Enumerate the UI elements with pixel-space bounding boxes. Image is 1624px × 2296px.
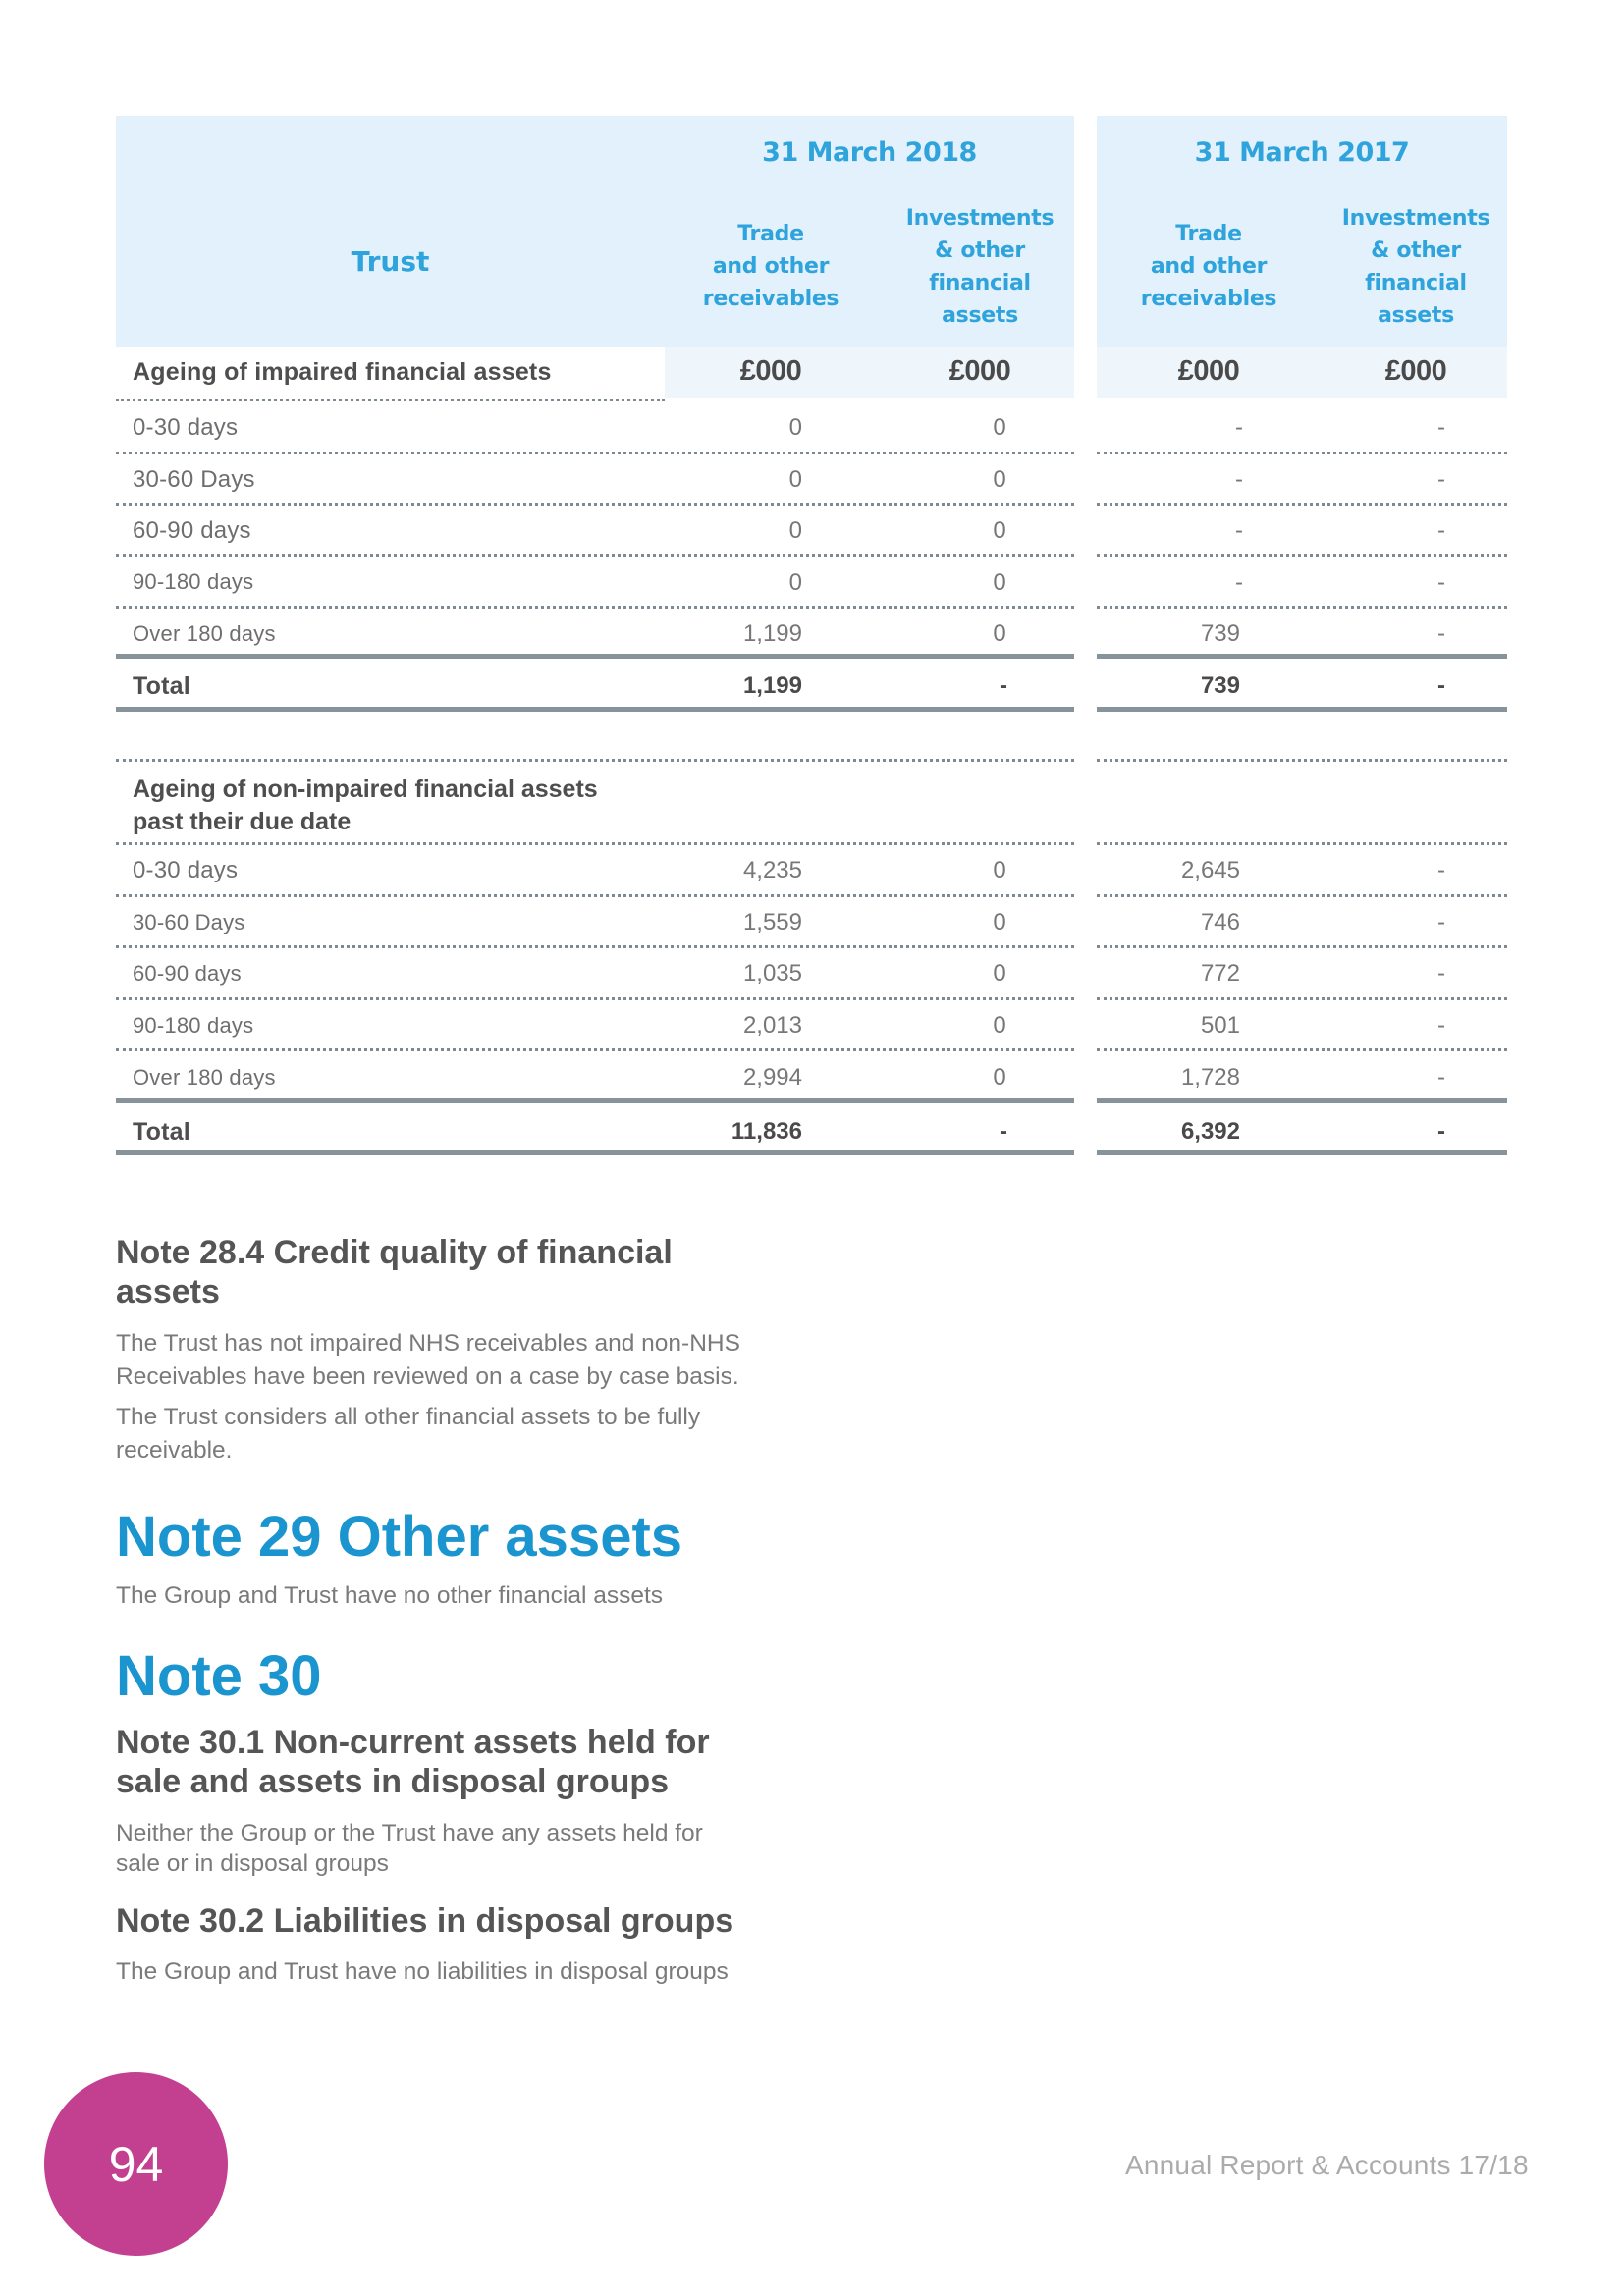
unit-trade-2018: £000: [739, 355, 802, 387]
total-trade-2018: 11,836: [731, 1118, 802, 1145]
total-investments-2018: -: [1000, 1118, 1007, 1145]
cell-trade-2017: -: [1235, 414, 1243, 441]
section-title-line: past their due date: [133, 808, 352, 835]
row-divider: [116, 554, 1074, 557]
total-rule: [116, 654, 1074, 659]
paragraph-line: The Trust has not impaired NHS receivables and non-NHS: [116, 1330, 740, 1357]
cell-investments-2018: 0: [993, 960, 1006, 987]
col-header-line: assets: [942, 303, 1018, 328]
note-heading: Note 30.2 Liabilities in disposal groups: [116, 1902, 734, 1940]
entity-label: Trust: [351, 245, 430, 278]
total-rule: [1097, 1150, 1507, 1155]
row-divider: [1097, 997, 1507, 1000]
total-rule: [116, 1098, 1074, 1103]
cell-trade-2018: 1,559: [742, 909, 802, 935]
cell-investments-2017: -: [1437, 517, 1445, 544]
cell-investments-2017: -: [1437, 857, 1445, 883]
page-number: 94: [108, 2136, 164, 2192]
row-divider: [1097, 759, 1507, 762]
cell-investments-2018: 0: [993, 1064, 1006, 1091]
row-label: 60-90 days: [133, 961, 242, 986]
cell-trade-2017: 1,728: [1180, 1064, 1240, 1091]
row-divider: [116, 842, 1074, 845]
cell-investments-2018: 0: [993, 517, 1006, 544]
col-header-line: Investments: [905, 206, 1055, 231]
paragraph-line: The Trust considers all other financial assets to be fully: [116, 1404, 701, 1430]
unit-investments-2017: £000: [1384, 355, 1447, 387]
row-divider: [1097, 606, 1507, 609]
total-trade-2017: 6,392: [1180, 1118, 1240, 1145]
col-header-line: Investments: [1341, 206, 1490, 231]
col-header-trade-2017: [1125, 218, 1292, 315]
paragraph-line: Neither the Group or the Trust have any assets held for: [116, 1820, 703, 1846]
cell-trade-2018: 1,199: [742, 620, 802, 647]
total-trade-2017: 739: [1200, 672, 1240, 699]
cell-trade-2018: 2,013: [742, 1012, 802, 1039]
cell-investments-2017: -: [1437, 466, 1445, 493]
row-divider: [116, 1048, 1074, 1051]
cell-investments-2017: -: [1437, 1064, 1445, 1091]
cell-investments-2017: -: [1437, 414, 1445, 441]
cell-investments-2018: 0: [993, 1012, 1006, 1039]
cell-investments-2018: 0: [993, 909, 1006, 935]
row-divider: [116, 894, 1074, 897]
cell-investments-2017: -: [1437, 569, 1445, 596]
header-band-label: [116, 116, 665, 347]
cell-investments-2017: -: [1437, 909, 1445, 935]
paragraph-line: sale or in disposal groups: [116, 1850, 389, 1877]
row-label: 90-180 days: [133, 1013, 254, 1038]
cell-investments-2018: 0: [993, 620, 1006, 647]
total-rule: [116, 707, 1074, 712]
cell-trade-2017: -: [1235, 569, 1243, 596]
cell-investments-2018: 0: [993, 466, 1006, 493]
unit-trade-2017: £000: [1177, 355, 1240, 387]
total-investments-2017: -: [1437, 672, 1445, 699]
total-rule: [116, 1150, 1074, 1155]
total-rule: [1097, 707, 1507, 712]
publication-title: Annual Report & Accounts 17/18: [1125, 2150, 1529, 2180]
col-header-line: and other: [1150, 254, 1268, 279]
col-header-trade-2018: [687, 218, 854, 315]
note-paragraph: The Group and Trust have no other financial assets: [116, 1582, 664, 1609]
row-label: Over 180 days: [133, 1065, 276, 1090]
cell-trade-2017: 501: [1200, 1012, 1240, 1039]
cell-trade-2018: 0: [788, 414, 802, 441]
row-divider: [1097, 452, 1507, 454]
row-divider: [116, 399, 665, 401]
note-paragraph: [116, 1818, 823, 1879]
note-heading-line: sale and assets in disposal groups: [116, 1763, 670, 1800]
row-divider: [116, 452, 1074, 454]
note-main-heading: Note 29 Other assets: [116, 1505, 683, 1569]
col-header-investments-2018: [892, 202, 1068, 332]
row-divider: [116, 759, 1074, 762]
col-header-line: receivables: [1140, 287, 1277, 311]
section-title-line: Ageing of non-impaired financial assets: [133, 775, 598, 803]
col-header-line: financial: [929, 271, 1031, 295]
cell-trade-2018: 0: [788, 517, 802, 544]
col-header-line: & other: [1371, 239, 1461, 263]
row-label: 0-30 days: [133, 857, 239, 883]
col-header-line: financial: [1365, 271, 1467, 295]
cell-trade-2017: 2,645: [1180, 857, 1240, 883]
note-main-heading: Note 30: [116, 1644, 322, 1708]
row-divider: [1097, 503, 1507, 506]
note-heading-line: assets: [116, 1273, 220, 1310]
row-label: 30-60 Days: [133, 910, 245, 934]
row-label: 90-180 days: [133, 569, 254, 594]
cell-investments-2018: 0: [993, 569, 1006, 596]
paragraph-line: receivable.: [116, 1437, 233, 1464]
row-divider: [116, 997, 1074, 1000]
page-number-badge: [44, 2072, 228, 2256]
col-header-line: Trade: [1175, 222, 1242, 246]
row-label: 60-90 days: [133, 517, 251, 544]
section-title: Ageing of impaired financial assets: [133, 358, 552, 386]
note-paragraph: [116, 1401, 823, 1468]
cell-investments-2017: -: [1437, 960, 1445, 987]
total-label: Total: [133, 1118, 190, 1146]
total-rule: [1097, 1098, 1507, 1103]
total-label: Total: [133, 672, 190, 700]
row-divider: [116, 503, 1074, 506]
col-header-line: & other: [935, 239, 1025, 263]
total-investments-2018: -: [1000, 672, 1007, 699]
cell-trade-2017: 772: [1200, 960, 1240, 987]
row-divider: [1097, 842, 1507, 845]
cell-trade-2017: -: [1235, 517, 1243, 544]
cell-trade-2017: 739: [1200, 620, 1240, 647]
cell-investments-2017: -: [1437, 620, 1445, 647]
paragraph-line: Receivables have been reviewed on a case by case basis.: [116, 1363, 739, 1390]
note-heading-line: Note 28.4 Credit quality of financial: [116, 1234, 673, 1271]
unit-investments-2018: £000: [948, 355, 1011, 387]
row-label: 0-30 days: [133, 414, 239, 441]
col-header-line: receivables: [702, 287, 839, 311]
period-date-2018: 31 March 2018: [762, 137, 977, 168]
row-label: 30-60 Days: [133, 466, 255, 493]
cell-trade-2018: 0: [788, 466, 802, 493]
cell-trade-2018: 1,035: [742, 960, 802, 987]
note-paragraph: The Group and Trust have no liabilities in disposal groups: [116, 1958, 729, 1985]
col-header-line: and other: [712, 254, 830, 279]
section-title: [133, 774, 598, 838]
period-date-2017: 31 March 2017: [1194, 137, 1410, 168]
col-header-line: assets: [1378, 303, 1454, 328]
row-divider: [1097, 945, 1507, 948]
cell-trade-2017: 746: [1200, 909, 1240, 935]
row-label: Over 180 days: [133, 621, 276, 646]
cell-investments-2018: 0: [993, 414, 1006, 441]
row-divider: [116, 945, 1074, 948]
row-divider: [1097, 1048, 1507, 1051]
cell-trade-2017: -: [1235, 466, 1243, 493]
row-divider: [1097, 554, 1507, 557]
note-heading-line: Note 30.1 Non-current assets held for: [116, 1724, 710, 1761]
total-trade-2018: 1,199: [742, 672, 802, 699]
note-heading: [116, 1233, 823, 1311]
note-paragraph: [116, 1327, 823, 1394]
cell-investments-2017: -: [1437, 1012, 1445, 1039]
col-header-investments-2017: [1327, 202, 1504, 332]
cell-investments-2018: 0: [993, 857, 1006, 883]
row-divider: [1097, 894, 1507, 897]
cell-trade-2018: 2,994: [742, 1064, 802, 1091]
total-investments-2017: -: [1437, 1118, 1445, 1145]
cell-trade-2018: 4,235: [742, 857, 802, 883]
total-rule: [1097, 654, 1507, 659]
cell-trade-2018: 0: [788, 569, 802, 596]
col-header-line: Trade: [737, 222, 804, 246]
note-heading: [116, 1723, 823, 1801]
row-divider: [116, 606, 1074, 609]
